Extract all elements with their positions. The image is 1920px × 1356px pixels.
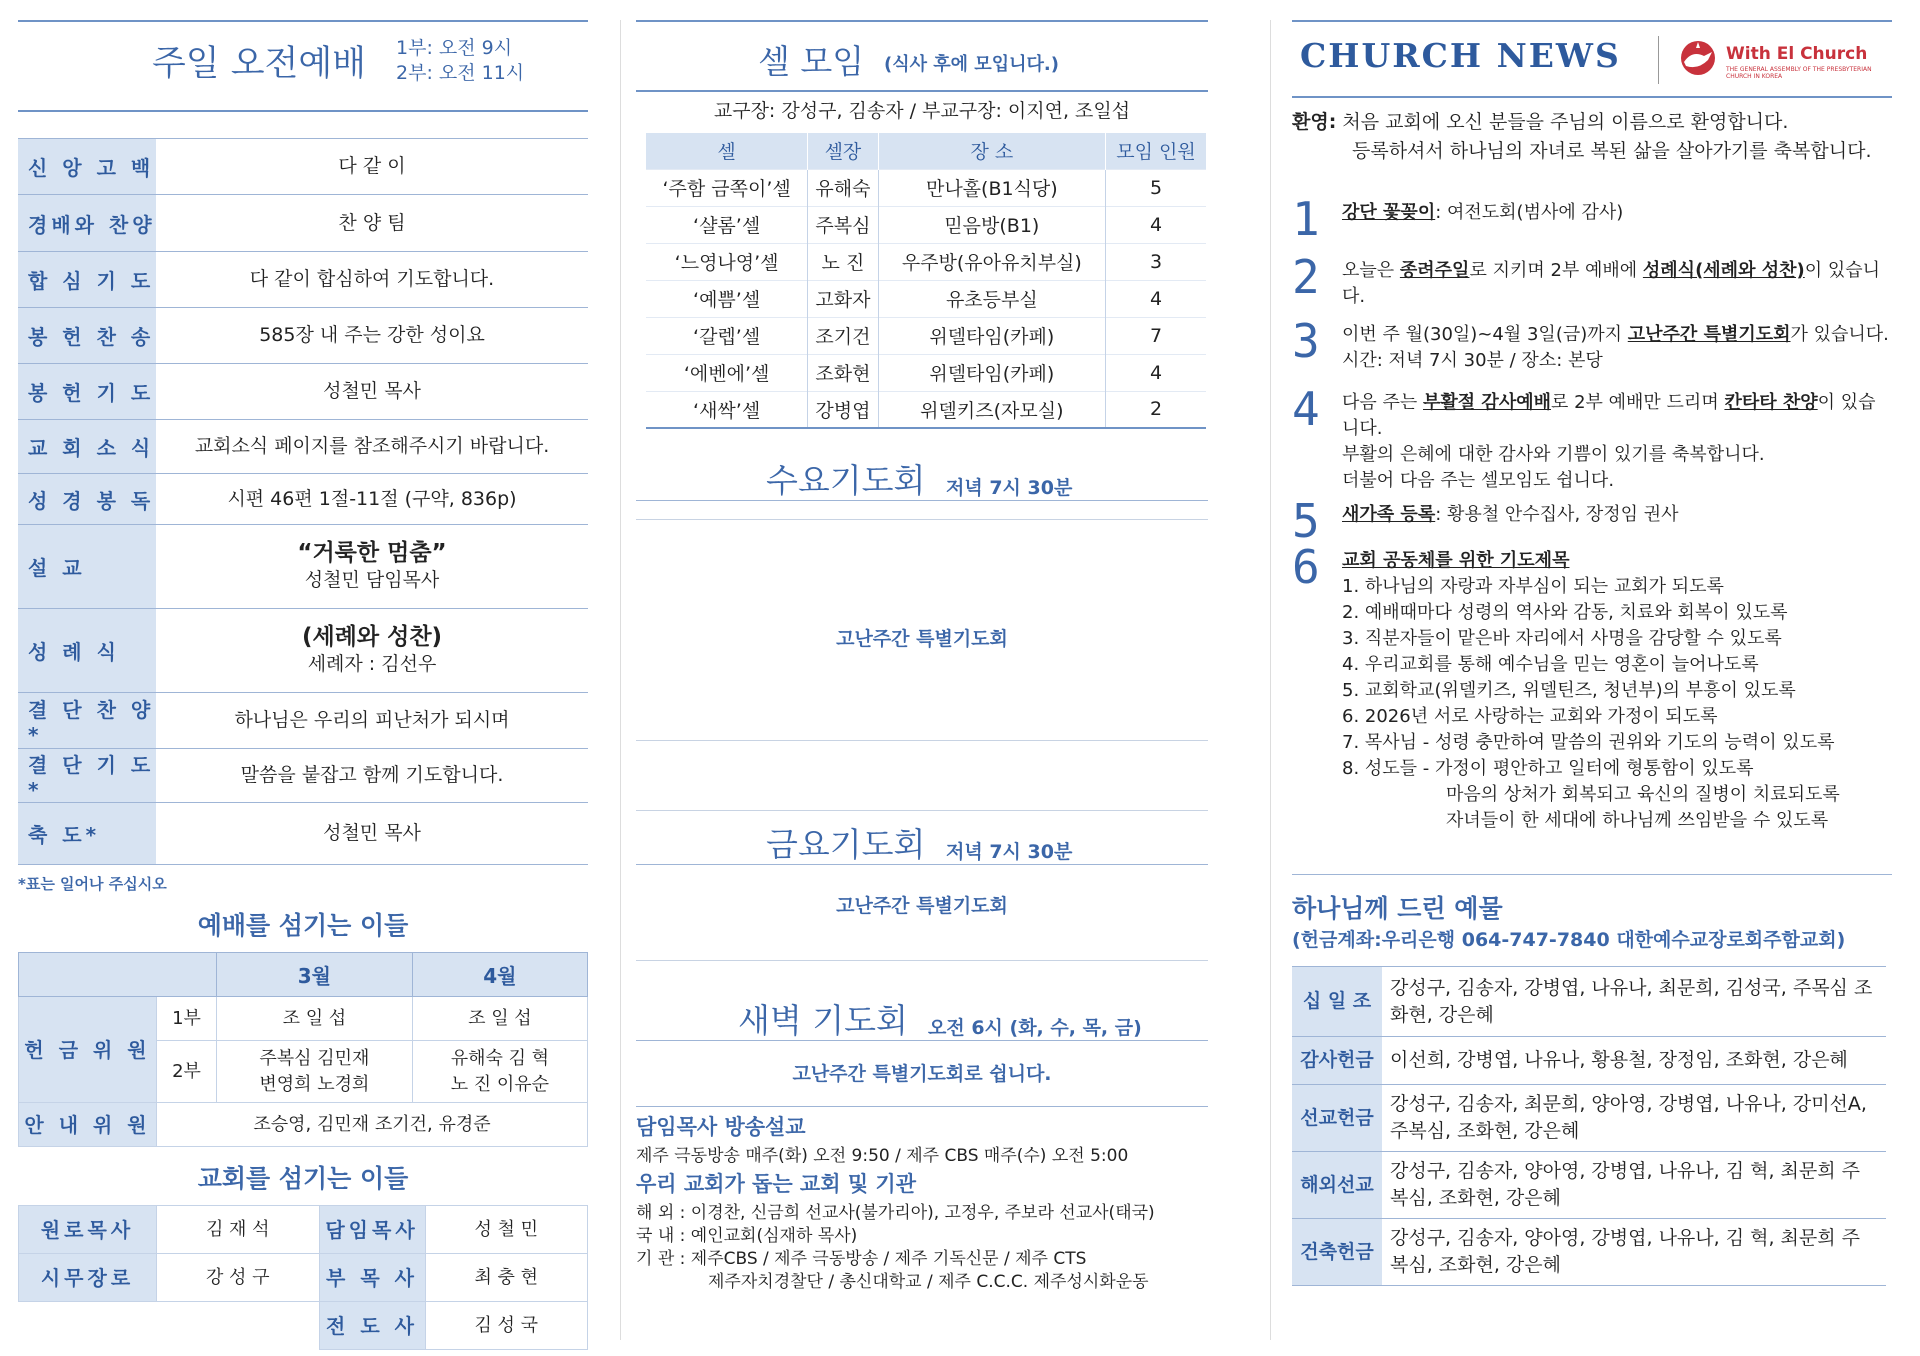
order-row bbox=[18, 139, 588, 195]
cell-count: 4 bbox=[1106, 280, 1206, 317]
standing-note: *표는 일어나 주십시오 bbox=[18, 875, 167, 893]
cell-column bbox=[636, 0, 1208, 1356]
welcome-label: 환영: bbox=[1292, 111, 1337, 133]
server-cell: 변영희 노경희 bbox=[259, 1073, 370, 1095]
news-item: 4 다음 주는 부활절 감사예배로 2부 예배만 드리며 칸타타 찬양이 있습니다. 부활의 은혜에 대한 감사와 기쁨이 있기를 축복합니다. 더불어 다음 주는 셀모임도 쉽니다. bbox=[1292, 386, 1892, 494]
order-label: 경배와 찬양 bbox=[18, 195, 156, 251]
cell-table bbox=[646, 133, 1206, 429]
fri-header bbox=[636, 815, 1208, 865]
order-label: 설 교 bbox=[18, 525, 156, 608]
order-row bbox=[18, 195, 588, 252]
cell-row bbox=[646, 206, 1206, 243]
offering-names: 강성구, 김송자, 양아영, 강병엽, 나유나, 김 혁, 최문희 주복심, 조화현, 강은혜 bbox=[1382, 1219, 1886, 1286]
offering-names: 강성구, 김송자, 최문희, 양아영, 강병엽, 나유나, 강미선A, 주복심, 조화현, 강은혜 bbox=[1382, 1085, 1886, 1152]
role-person: 성 철 민 bbox=[425, 1206, 588, 1254]
offering-names: 이선희, 강병엽, 나유나, 황용철, 장정임, 조화현, 강은혜 bbox=[1382, 1037, 1886, 1085]
sacrament-detail: 세례자 : 김선우 bbox=[307, 652, 437, 675]
service-title: 주일 오전예배 bbox=[152, 44, 366, 84]
dawn-header bbox=[636, 991, 1208, 1041]
part-label: 2부 bbox=[157, 1041, 217, 1103]
order-label: 봉 헌 기 도 bbox=[18, 364, 156, 419]
order-value: 585장 내 주는 강한 성이요 bbox=[259, 324, 485, 346]
sermon-preacher: 성철민 담임목사 bbox=[304, 568, 440, 591]
order-of-worship bbox=[18, 138, 588, 865]
prayer-item: 3. 직분자들이 맡은바 자리에서 사명을 감당할 수 있도록 bbox=[1342, 628, 1782, 649]
fri-title: 금요기도회 bbox=[766, 825, 926, 864]
dawn-text: 고난주간 특별기도회로 쉽니다. bbox=[792, 1063, 1052, 1085]
cell-place: 믿음방(B1) bbox=[878, 206, 1105, 243]
cell-row bbox=[646, 280, 1206, 317]
offering-row bbox=[1292, 1085, 1886, 1152]
order-label: 합 심 기 도 bbox=[18, 252, 156, 307]
order-value: 말씀을 붙잡고 함께 기도합니다. bbox=[240, 764, 504, 786]
order-label: 성 경 봉 독 bbox=[18, 474, 156, 524]
new-family-text: : 황용철 안수집사, 장정임 권사 bbox=[1435, 504, 1679, 525]
order-label: 결 단 기 도* bbox=[18, 749, 156, 802]
news-column bbox=[1292, 0, 1892, 1356]
role-label: 시무장로 bbox=[19, 1254, 157, 1302]
service-header bbox=[18, 20, 588, 112]
support-title: 우리 교회가 돕는 교회 및 기관 bbox=[636, 1172, 916, 1196]
cell-name: ‘주함 금쪽이’셀 bbox=[646, 169, 808, 206]
cell-leader: 조기건 bbox=[808, 317, 878, 354]
order-row bbox=[18, 308, 588, 364]
support-institutions-2: 제주자치경찰단 / 총신대학교 / 제주 C.C.C. 제주성시화운동 bbox=[708, 1272, 1149, 1292]
cell-title: 셀 모임 bbox=[758, 42, 865, 81]
cell-leader: 주복심 bbox=[808, 206, 878, 243]
cell-name: ‘새싹’셀 bbox=[646, 391, 808, 428]
offering-names: 강성구, 김송자, 양아영, 강병엽, 나유나, 김 혁, 최문희 주복심, 조화현, 강은혜 bbox=[1382, 1152, 1886, 1219]
district-leaders: 교구장: 강성구, 김송자 / 부교구장: 이지연, 조일섭 bbox=[713, 100, 1131, 122]
server-cell: 조 일 섭 bbox=[412, 997, 587, 1041]
offering-type: 십 일 조 bbox=[1292, 967, 1382, 1037]
offering-committee-label: 헌 금 위 원 bbox=[19, 997, 157, 1103]
server-cell: 노 진 이유순 bbox=[450, 1073, 550, 1095]
order-row bbox=[18, 474, 588, 525]
prayer-item: 자녀들이 한 세대에 하나님께 쓰임받을 수 있도록 bbox=[1446, 810, 1829, 831]
sermon-title: “거룩한 멈춤” bbox=[297, 539, 447, 566]
cell-place: 유초등부실 bbox=[878, 280, 1105, 317]
new-family-label: 새가족 등록 bbox=[1342, 504, 1436, 525]
prayer-item: 5. 교회학교(위델키즈, 위델틴즈, 청년부)의 부흥이 있도록 bbox=[1342, 680, 1796, 701]
cell-name: ‘에벤에’셀 bbox=[646, 354, 808, 391]
order-row bbox=[18, 803, 588, 865]
offering-account: (헌금계좌:우리은행 064-747-7840 대한예수교장로회주함교회) bbox=[1292, 929, 1846, 951]
usher-value: 조승영, 김민재 조기건, 유경준 bbox=[157, 1103, 588, 1147]
broadcast-title: 담임목사 방송설교 bbox=[636, 1115, 806, 1139]
wed-box bbox=[636, 519, 1208, 741]
cell-header-cell: 셀 bbox=[646, 133, 808, 169]
cell-count: 5 bbox=[1106, 169, 1206, 206]
order-row bbox=[18, 609, 588, 693]
offering-table bbox=[1292, 966, 1886, 1286]
news-header bbox=[1292, 20, 1892, 98]
prayer-item: 7. 목사님 - 성령 충만하여 말씀의 권위와 기도의 능력이 있도록 bbox=[1342, 732, 1835, 753]
cell-subtitle: (식사 후에 모입니다.) bbox=[884, 54, 1059, 75]
offering-type: 해외선교 bbox=[1292, 1152, 1382, 1219]
order-label: 신 앙 고 백 bbox=[18, 139, 156, 194]
cell-name: ‘샬롬’셀 bbox=[646, 206, 808, 243]
prayer-item: 8. 성도들 - 가정이 평안하고 일터에 형통함이 있도록 bbox=[1342, 758, 1754, 779]
cell-count: 4 bbox=[1106, 206, 1206, 243]
role-label: 원로목사 bbox=[19, 1206, 157, 1254]
cell-leader: 고화자 bbox=[808, 280, 878, 317]
dawn-time: 오전 6시 (화, 수, 목, 금) bbox=[928, 1017, 1142, 1039]
order-row bbox=[18, 364, 588, 420]
worship-servers-title: 예배를 섬기는 이들 bbox=[197, 911, 409, 940]
news-number: 3 bbox=[1292, 314, 1320, 368]
order-value: 교회소식 페이지를 참조해주시기 바랍니다. bbox=[194, 435, 550, 457]
order-label: 성 례 식 bbox=[18, 609, 156, 692]
order-value: 시편 46편 1절-11절 (구약, 836p) bbox=[227, 487, 517, 510]
server-cell: 유해숙 김 혁 bbox=[450, 1047, 550, 1069]
order-row bbox=[18, 525, 588, 609]
service-column bbox=[18, 0, 588, 1356]
order-row bbox=[18, 252, 588, 308]
support-domestic: 국 내 : 예인교회(심재하 목사) bbox=[636, 1226, 858, 1246]
cell-count: 4 bbox=[1106, 354, 1206, 391]
news-item bbox=[1292, 494, 1892, 548]
news-title: CHURCH NEWS bbox=[1300, 36, 1621, 75]
welcome-line-1: 처음 교회에 오신 분들을 주님의 이름으로 환영합니다. bbox=[1342, 111, 1789, 133]
order-row bbox=[18, 749, 588, 803]
offering-type: 선교헌금 bbox=[1292, 1085, 1382, 1152]
worship-servers-table bbox=[18, 952, 588, 1147]
church-servers-title: 교회를 섬기는 이들 bbox=[197, 1164, 409, 1193]
cell-leader: 조화현 bbox=[808, 354, 878, 391]
cell-header-cell: 장 소 bbox=[878, 133, 1105, 169]
order-value: 성철민 목사 bbox=[323, 822, 421, 844]
news-number: 4 bbox=[1292, 382, 1320, 436]
prayer-item: 1. 하나님의 자랑과 자부심이 되는 교회가 되도록 bbox=[1342, 576, 1724, 597]
cell-place: 위델타임(카페) bbox=[878, 354, 1105, 391]
church-brand: With El Church bbox=[1726, 44, 1868, 64]
flower-text: : 여전도회(범사에 감사) bbox=[1435, 202, 1624, 223]
cell-leader: 강병엽 bbox=[808, 391, 878, 428]
prayer-list bbox=[1342, 574, 1892, 782]
church-brand-sub: THE GENERAL ASSEMBLY OF THE PRESBYTERIAN CHURCH IN KOREA bbox=[1726, 66, 1872, 80]
offering-row bbox=[1292, 1037, 1886, 1085]
role-person: 김 재 석 bbox=[157, 1206, 320, 1254]
news-number: 5 bbox=[1292, 494, 1320, 548]
wed-text: 고난주간 특별기도회 bbox=[836, 628, 1008, 650]
offering-names: 강성구, 김송자, 강병엽, 나유나, 최문희, 김성국, 주목심 조화현, 강은혜 bbox=[1382, 967, 1886, 1037]
cell-place: 위델타임(카페) bbox=[878, 317, 1105, 354]
cell-header-cell: 모임 인원 bbox=[1106, 133, 1206, 169]
cell-header bbox=[636, 20, 1208, 92]
church-servers-table bbox=[18, 1205, 588, 1350]
cell-row bbox=[646, 391, 1206, 428]
news-item: 3 이번 주 월(30일)~4월 3일(금)까지 고난주간 특별기도회가 있습니다. 시간: 저녁 7시 30분 / 장소: 본당 bbox=[1292, 318, 1892, 374]
part-label: 1부 bbox=[157, 997, 217, 1041]
offering-type: 감사헌금 bbox=[1292, 1037, 1382, 1085]
cell-name: ‘예쁨’셀 bbox=[646, 280, 808, 317]
dawn-title: 새벽 기도회 bbox=[738, 1001, 908, 1040]
usher-label: 안 내 위 원 bbox=[19, 1103, 157, 1147]
wed-title: 수요기도회 bbox=[766, 461, 926, 500]
order-value: 성철민 목사 bbox=[323, 380, 421, 402]
cell-count: 7 bbox=[1106, 317, 1206, 354]
offering-title: 하나님께 드린 예물 bbox=[1292, 894, 1503, 923]
cell-name: ‘느영나영’셀 bbox=[646, 243, 808, 280]
offering-row bbox=[1292, 1219, 1886, 1286]
cell-count: 3 bbox=[1106, 243, 1206, 280]
cell-count: 2 bbox=[1106, 391, 1206, 428]
cell-row bbox=[646, 354, 1206, 391]
role-label: 부 목 사 bbox=[319, 1254, 425, 1302]
news-item: 2 오늘은 종려주일로 지키며 2부 예배에 성례식(세례와 성찬)이 있습니다. bbox=[1292, 254, 1892, 310]
news-number: 2 bbox=[1292, 250, 1320, 304]
column-divider bbox=[620, 20, 621, 1340]
order-value: 다 같이 합심하여 기도합니다. bbox=[249, 268, 495, 290]
news-item bbox=[1292, 540, 1892, 834]
broadcast-text: 제주 극동방송 매주(화) 오전 9:50 / 제주 CBS 매주(수) 오전 5:00 bbox=[636, 1146, 1129, 1166]
dawn-box bbox=[636, 1041, 1208, 1107]
order-label: 교 회 소 식 bbox=[18, 420, 156, 473]
server-cell: 주복심 김민재 bbox=[259, 1047, 370, 1069]
order-row bbox=[18, 420, 588, 474]
offering-row bbox=[1292, 1152, 1886, 1219]
server-cell: 조 일 섭 bbox=[217, 997, 413, 1041]
role-label: 담임목사 bbox=[319, 1206, 425, 1254]
service-time-1: 1부: 오전 9시 bbox=[396, 37, 513, 59]
cell-name: ‘갈렙’셀 bbox=[646, 317, 808, 354]
order-label: 봉 헌 찬 송 bbox=[18, 308, 156, 363]
column-divider bbox=[1270, 20, 1271, 1340]
welcome bbox=[1292, 108, 1892, 166]
offering-row bbox=[1292, 967, 1886, 1037]
flower-label: 강단 꽃꽂이 bbox=[1342, 202, 1436, 223]
role-person: 강 성 구 bbox=[157, 1254, 320, 1302]
order-label: 결 단 찬 양* bbox=[18, 693, 156, 748]
fri-text: 고난주간 특별기도회 bbox=[836, 895, 1008, 917]
cell-place: 만나홀(B1식당) bbox=[878, 169, 1105, 206]
prayer-title: 교회 공동체를 위한 기도제목 bbox=[1342, 550, 1570, 571]
prayer-item: 2. 예배때마다 성령의 역사와 감동, 치료와 회복이 있도록 bbox=[1342, 602, 1788, 623]
service-time-2: 2부: 오전 11시 bbox=[396, 62, 525, 84]
news-number: 1 bbox=[1292, 192, 1320, 246]
role-label: 전 도 사 bbox=[319, 1302, 425, 1350]
support-overseas: 해 외 : 이경찬, 신금희 선교사(불가리아), 고정우, 주보라 선교사(태국) bbox=[636, 1203, 1155, 1223]
wed-header bbox=[636, 451, 1208, 501]
cell-row bbox=[646, 317, 1206, 354]
cell-leader: 유해숙 bbox=[808, 169, 878, 206]
prayer-item: 마음의 상처가 회복되고 육신의 질병이 치료되도록 bbox=[1446, 784, 1840, 805]
support-institutions: 기 관 : 제주CBS / 제주 극동방송 / 제주 기독신문 / 제주 CTS bbox=[636, 1249, 1087, 1269]
church-logo-icon bbox=[1678, 40, 1718, 76]
news-number: 6 bbox=[1292, 540, 1320, 594]
order-row bbox=[18, 693, 588, 749]
cell-row bbox=[646, 243, 1206, 280]
fri-time: 저녁 7시 30분 bbox=[946, 841, 1073, 863]
fri-box bbox=[636, 865, 1208, 961]
cell-header-cell: 셀장 bbox=[808, 133, 878, 169]
order-label: 축 도* bbox=[18, 803, 156, 864]
prayer-item: 6. 2026년 서로 사랑하는 교회와 가정이 되도록 bbox=[1342, 706, 1718, 727]
cell-rows bbox=[646, 169, 1206, 428]
role-person: 최 충 현 bbox=[425, 1254, 588, 1302]
order-value: 하나님은 우리의 피난처가 되시며 bbox=[234, 709, 510, 731]
cell-leader: 노 진 bbox=[808, 243, 878, 280]
month-header: 4월 bbox=[412, 953, 587, 997]
cell-place: 우주방(유아유치부실) bbox=[878, 243, 1105, 280]
role-person: 김 성 국 bbox=[425, 1302, 588, 1350]
order-value: 찬 양 팀 bbox=[338, 211, 406, 234]
sacrament-title: (세례와 성찬) bbox=[301, 623, 443, 650]
prayer-item: 4. 우리교회를 통해 예수님을 믿는 영혼이 늘어나도록 bbox=[1342, 654, 1759, 675]
cell-row bbox=[646, 169, 1206, 206]
offering-type: 건축헌금 bbox=[1292, 1219, 1382, 1286]
news-item bbox=[1292, 192, 1892, 246]
welcome-line-2: 등록하셔서 하나님의 자녀로 복된 삶을 살아가기를 축복합니다. bbox=[1352, 140, 1872, 162]
cell-place: 위델키즈(자모실) bbox=[878, 391, 1105, 428]
wed-time: 저녁 7시 30분 bbox=[946, 477, 1073, 499]
order-value: 다 같 이 bbox=[338, 155, 406, 177]
month-header: 3월 bbox=[217, 953, 413, 997]
